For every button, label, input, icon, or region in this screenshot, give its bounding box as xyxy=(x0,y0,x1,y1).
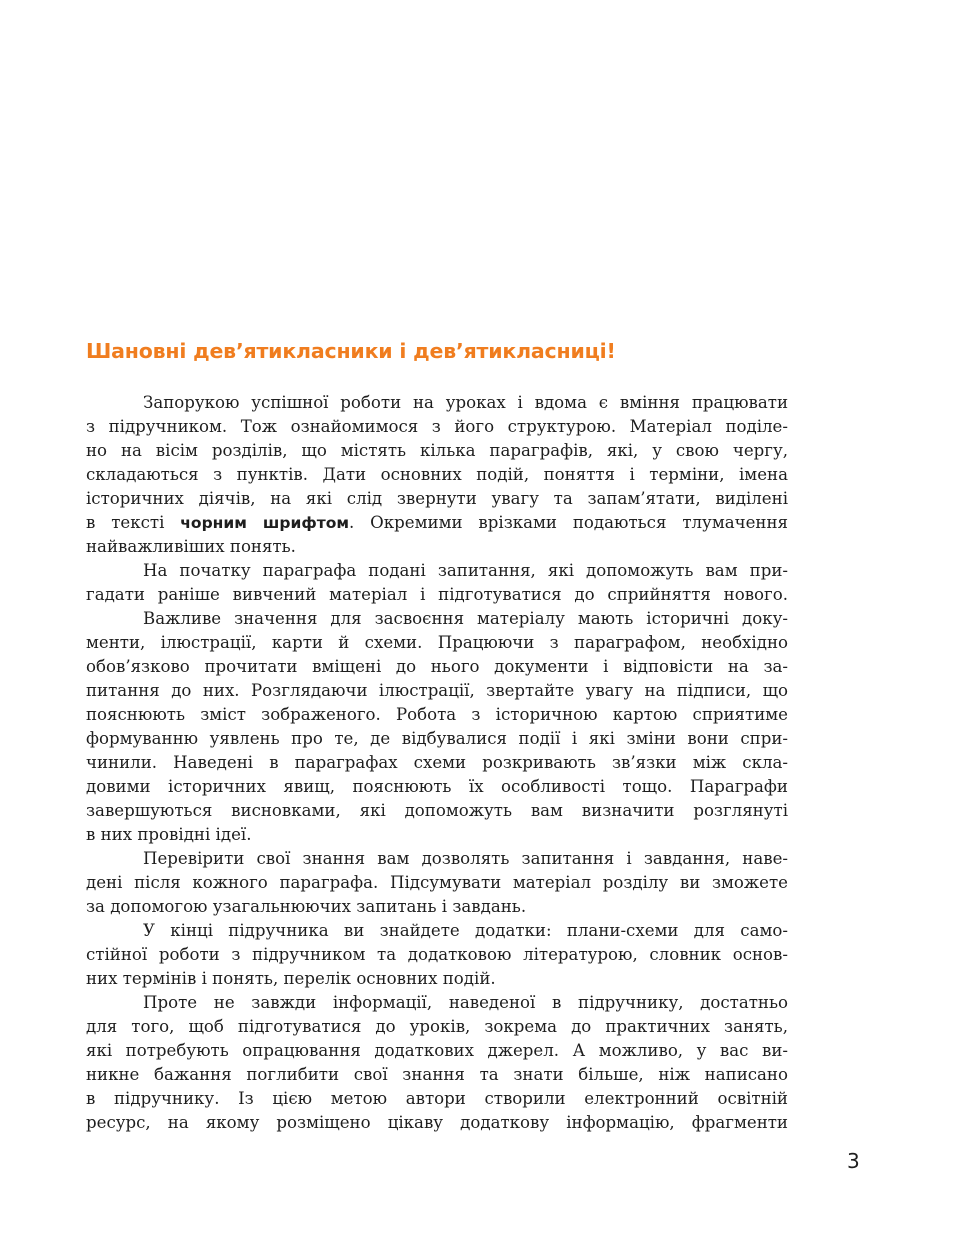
text-line: за допомогою узагальнюючих запитань і завдань. xyxy=(86,897,527,916)
text-line: никне бажання поглибити свої знання та знати більше, ніж написано xyxy=(86,1065,788,1084)
text-line: завершуються висновками, які допоможуть вам визначити розглянуті xyxy=(86,801,788,820)
text-line: У кінці підручника ви знайдете додатки: плани-схеми для само- xyxy=(143,921,788,940)
text-line: Перевірити свої знання вам дозволять запитання і завдання, наве- xyxy=(143,849,788,868)
paragraph-3 xyxy=(86,607,788,847)
page-number: 3 xyxy=(847,1149,860,1173)
text-line: чинили. Наведені в параграфах схеми розкривають зв’язки між скла- xyxy=(86,753,788,772)
page-heading: Шановні дев’ятикласники і дев’ятикласниці! xyxy=(86,339,616,363)
text-line: в підручнику. Із цією метою автори створили електронний освітній xyxy=(86,1089,788,1108)
paragraph-6 xyxy=(86,991,788,1135)
paragraph-1 xyxy=(86,391,788,559)
text-line: Запорукою успішної роботи на уроках і вдома є вміння працювати xyxy=(143,393,788,412)
text-line: На початку параграфа подані запитання, які допоможуть вам при- xyxy=(143,561,788,580)
text-line: Проте не завжди інформації, наведеної в підручнику, достатньо xyxy=(143,993,788,1012)
bold-term: чорним шрифтом xyxy=(180,514,350,532)
text-line: Важливе значення для засвоєння матеріалу мають історичні доку- xyxy=(143,609,788,628)
text-line: гадати раніше вивчений матеріал і підготуватися до сприйняття нового. xyxy=(86,585,788,604)
text-line: довими історичних явищ, пояснюють їх особливості тощо. Параграфи xyxy=(86,777,788,796)
text-line: формуванню уявлень про те, де відбувалися події і які зміни вони спри- xyxy=(86,729,788,748)
body-text xyxy=(86,391,788,1135)
text-line-with-bold xyxy=(86,511,788,535)
text-line: но на вісім розділів, що містять кілька параграфів, які, у свою чергу, xyxy=(86,441,788,460)
paragraph-2 xyxy=(86,559,788,607)
text-line: складаються з пунктів. Дати основних подій, поняття і терміни, імена xyxy=(86,465,788,484)
text-line: них термінів і понять, перелік основних подій. xyxy=(86,969,496,988)
text-line: пояснюють зміст зображеного. Робота з історичною картою сприятиме xyxy=(86,705,788,724)
text-line: ресурс, на якому розміщено цікаву додаткову інформацію, фрагменти xyxy=(86,1113,788,1132)
paragraph-4 xyxy=(86,847,788,919)
text-line: в них провідні ідеї. xyxy=(86,825,252,844)
text-line: які потребують опрацювання додаткових джерел. А можливо, у вас ви- xyxy=(86,1041,788,1060)
text-line: з підручником. Тож ознайомимося з його структурою. Матеріал поділе- xyxy=(86,417,788,436)
text-fragment: . Окремими врізками подаються тлумачення xyxy=(349,513,788,532)
text-line: обов’язково прочитати вміщені до нього документи і відповісти на за- xyxy=(86,657,788,676)
text-line: менти, ілюстрації, карти й схеми. Працюючи з параграфом, необхідно xyxy=(86,633,788,652)
text-line: для того, щоб підготуватися до уроків, зокрема до практичних занять, xyxy=(86,1017,788,1036)
paragraph-5 xyxy=(86,919,788,991)
text-line: стійної роботи з підручником та додатковою літературою, словник основ- xyxy=(86,945,788,964)
text-line: дені після кожного параграфа. Підсумувати матеріал розділу ви зможете xyxy=(86,873,788,892)
text-line: питання до них. Розглядаючи ілюстрації, звертайте увагу на підписи, що xyxy=(86,681,788,700)
text-line: історичних діячів, на які слід звернути увагу та запам’ятати, виділені xyxy=(86,489,788,508)
text-line: найважливіших понять. xyxy=(86,537,296,556)
text-fragment: в тексті xyxy=(86,513,181,532)
